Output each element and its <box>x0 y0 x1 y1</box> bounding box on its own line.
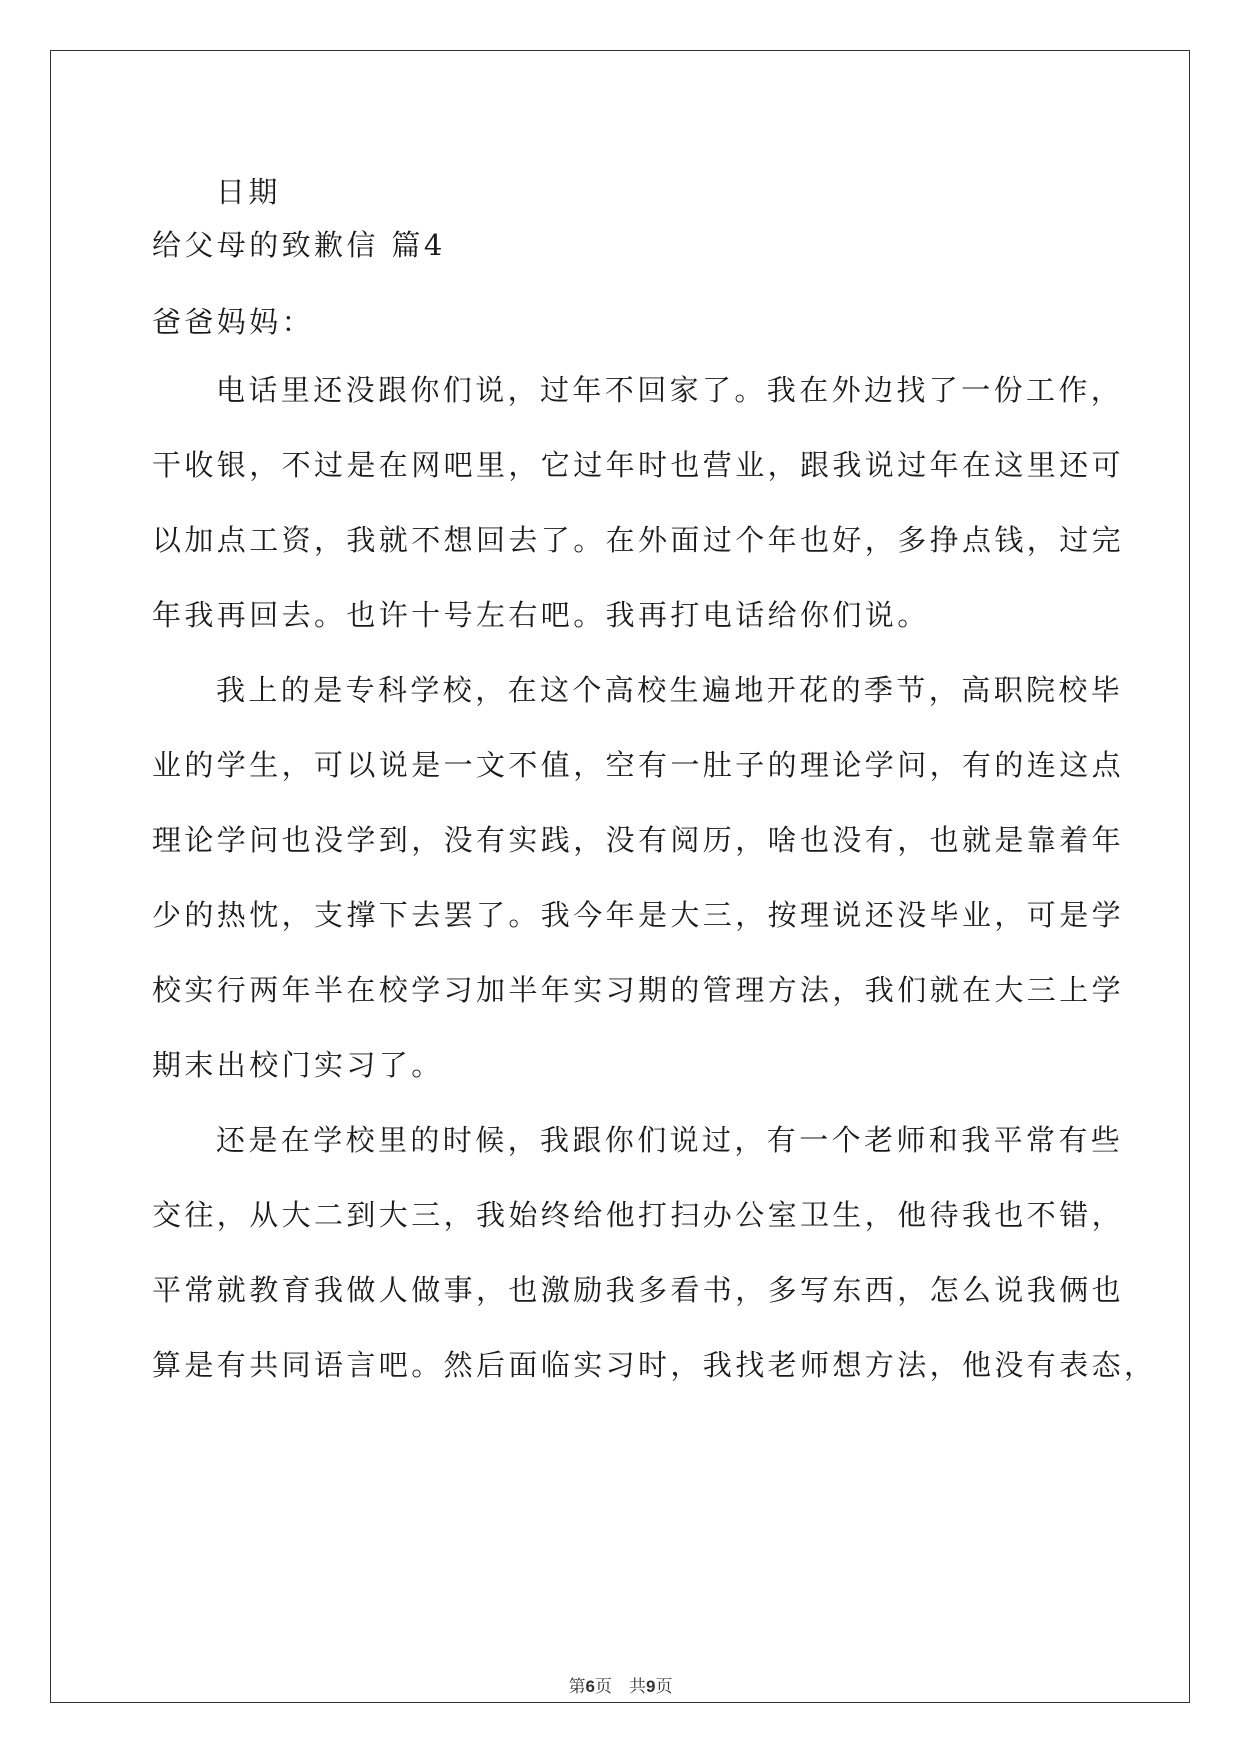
paragraph-line: 算是有共同语言吧。然后面临实习时，我找老师想方法，他没有表态， <box>152 1348 1157 1382</box>
footer-suffix: 页 <box>655 1677 673 1697</box>
paragraph-line: 年我再回去。也许十号左右吧。我再打电话给你们说。 <box>152 598 930 632</box>
current-page-number: 6 <box>585 1677 595 1696</box>
footer-mid: 页 共 <box>595 1677 646 1697</box>
footer-prefix: 第 <box>568 1677 586 1697</box>
paragraph-line: 还是在学校里的时候，我跟你们说过，有一个老师和我平常有些 <box>216 1123 1124 1157</box>
paragraph-line: 我上的是专科学校，在这个高校生遍地开花的季节，高职院校毕 <box>216 673 1124 707</box>
letter-title: 给父母的致歉信 篇4 <box>152 228 446 262</box>
paragraph-line: 平常就教育我做人做事，也激励我多看书，多写东西，怎么说我俩也 <box>152 1273 1125 1307</box>
date-line: 日期 <box>216 175 281 209</box>
salutation: 爸爸妈妈： <box>152 305 315 339</box>
paragraph-line: 校实行两年半在校学习加半年实习期的管理方法，我们就在大三上学 <box>152 973 1125 1007</box>
paragraph-line: 业的学生，可以说是一文不值，空有一肚子的理论学问，有的连这点 <box>152 748 1125 782</box>
paragraph-line: 以加点工资，我就不想回去了。在外面过个年也好，多挣点钱，过完 <box>152 523 1125 557</box>
paragraph-line: 少的热忱，支撑下去罢了。我今年是大三，按理说还没毕业，可是学 <box>152 898 1125 932</box>
paragraph-line: 期末出校门实习了。 <box>152 1048 444 1082</box>
paragraph-line: 干收银，不过是在网吧里，它过年时也营业，跟我说过年在这里还可 <box>152 448 1125 482</box>
paragraph-line: 电话里还没跟你们说，过年不回家了。我在外边找了一份工作， <box>216 373 1124 407</box>
page-number-footer <box>0 1672 1241 1697</box>
page-border <box>50 50 1190 1703</box>
paragraph-line: 交往，从大二到大三，我始终给他打扫办公室卫生，他待我也不错， <box>152 1198 1125 1232</box>
paragraph-line: 理论学问也没学到，没有实践，没有阅历，啥也没有，也就是靠着年 <box>152 823 1125 857</box>
total-page-number: 9 <box>646 1677 656 1696</box>
